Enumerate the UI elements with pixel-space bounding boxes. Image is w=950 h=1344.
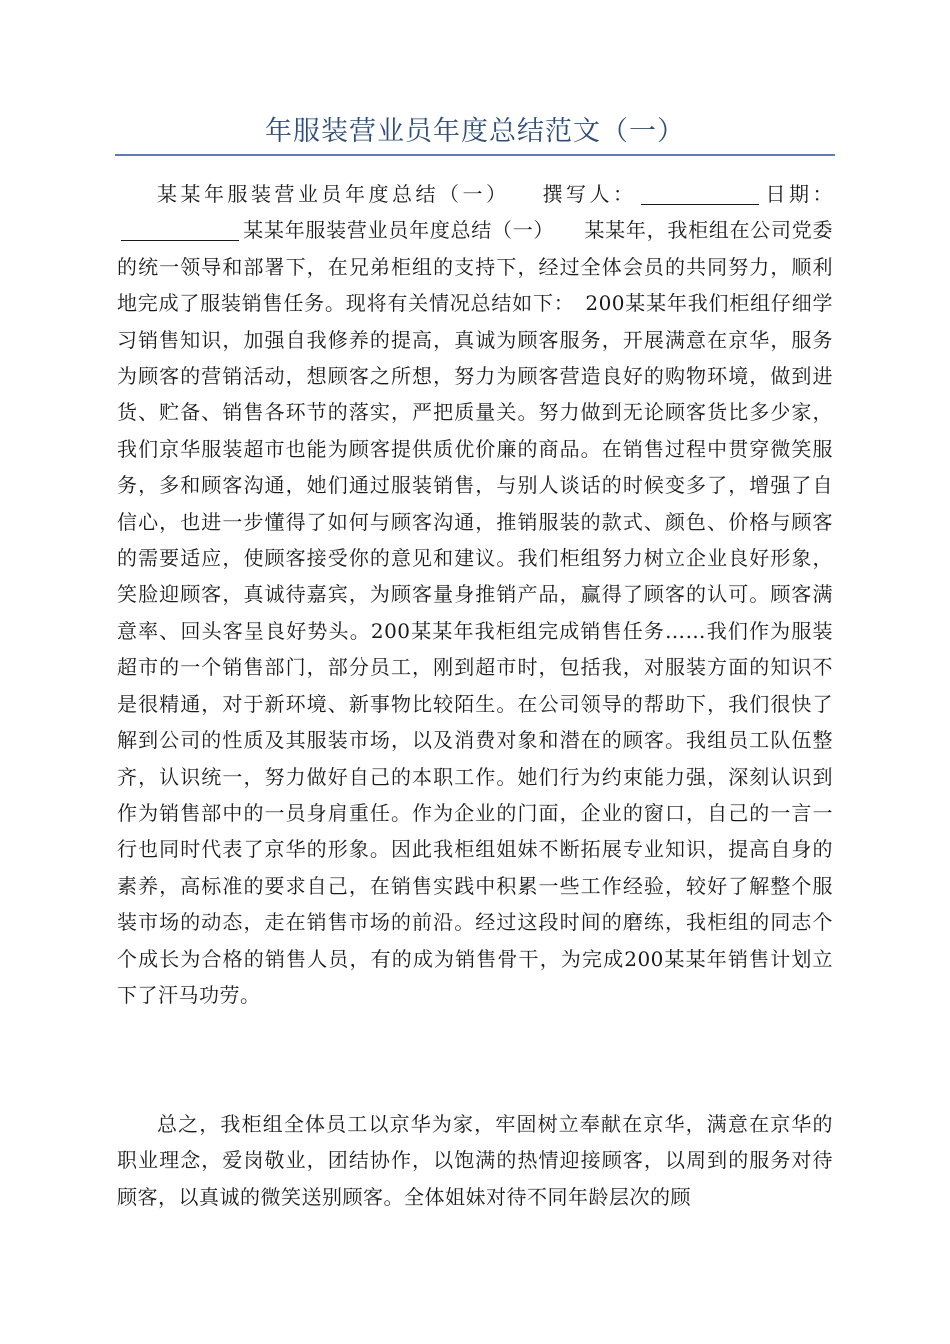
body-section-2 xyxy=(117,1106,833,1215)
title-underline xyxy=(115,154,835,156)
paragraph-1-text: 某某年，我柜组在公司党委的统一领导和部署下，在兄弟柜组的支持下，经过全体会员的共同努力，顺利地完成了服装销售任务。现将有关情况总结如下： 200某某年我们柜组仔细学习销售知识，加强自我修养的提高，真诚为顾客服务，开展满意在京华，服务为顾客的营销活动，想顾客之所想，努力为顾客营造良好的购物环境，做到进货、贮备、销售各环节的落实，严把质量关。努力做到无论顾客货比多少家，我们京华服装超市也能为顾客提供质优价廉的商品。在销售过程中贯穿微笑服务，多和顾客沟通，她们通过服装销售，与别人谈话的时候变多了，增强了自信心，也进一步懂得了如何与顾客沟通，推销服装的款式、颜色、价格与顾客的需要适应，使顾客接受你的意见和建议。我们柜组努力树立企业良好形象，笑脸迎顾客，真诚待嘉宾，为顾客量身推销产品，赢得了顾客的认可。顾客满意率、回头客呈良好势头。200某某年我柜组完成销售任务……我们作为服装超市的一个销售部门，部分员工，刚到超市时，包括我，对服装方面的知识不是很精通，对于新环境、新事物比较陌生。在公司领导的帮助下，我们很快了解到公司的性质及其服装市场，以及消费对象和潜在的顾客。我组员工队伍整齐，认识统一，努力做好自己的本职工作。她们行为约束能力强，深刻认识到作为销售部中的一员身肩重任。作为企业的门面，企业的窗口，自己的一言一行也同时代表了京华的形象。因此我柜组姐妹不断拓展专业知识，提高自身的素养，高标准的要求自己，在销售实践中积累一些工作经验，较好了解整个服装市场的动态，走在销售市场的前沿。经过这段时间的磨练，我柜组的同志个个成长为合格的销售人员，有的成为销售骨干，为完成200某某年销售计划立下了汗马功劳。 xyxy=(117,218,834,1007)
paragraph-1 xyxy=(117,176,833,1013)
document-title: 年服装营业员年度总结范文（一） xyxy=(265,116,685,147)
author-label: 撰写人： xyxy=(539,182,637,206)
doc-name: 某某年服装营业员年度总结（一） xyxy=(157,182,510,206)
repeat-title: 某某年服装营业员年度总结（一） xyxy=(243,218,555,243)
author-blank xyxy=(641,184,759,205)
date-blank xyxy=(121,220,239,241)
body-section-1 xyxy=(117,176,833,1013)
date-label: 日期： xyxy=(762,182,833,206)
paragraph-2: 总之，我柜组全体员工以京华为家，牢固树立奉献在京华，满意在京华的职业理念，爱岗敬业，团结协作，以饱满的热情迎接顾客，以周到的服务对待顾客，以真诚的微笑送别顾客。全体姐妹对待不同年龄层次的顾 xyxy=(117,1112,833,1209)
